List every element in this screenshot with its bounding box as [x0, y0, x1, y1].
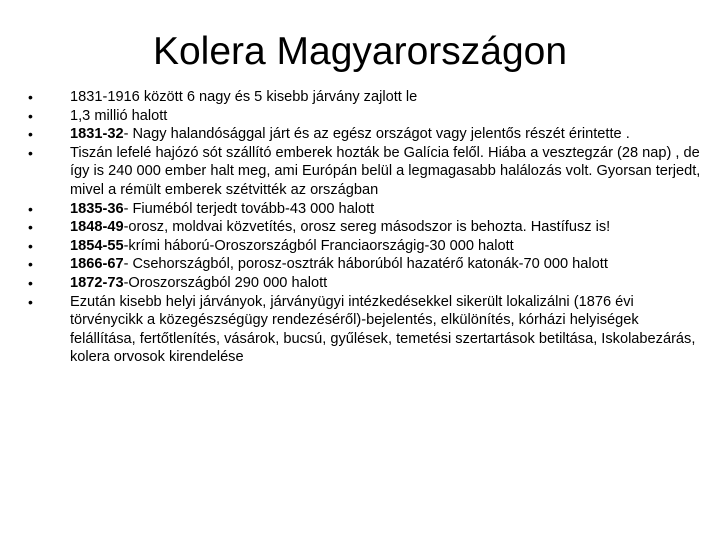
slide-title: Kolera Magyarországon: [152, 30, 568, 73]
bullet-dot-icon: •: [28, 126, 33, 143]
bullet-dot-icon: •: [28, 293, 33, 310]
bullet-body: -krími háború-Oroszországból Franciaországig-30 000 halott: [123, 237, 514, 254]
bullet-item: [28, 293, 708, 367]
bullet-text: [70, 219, 610, 235]
bullet-text: [70, 126, 630, 142]
bullet-body: Ezután kisebb helyi járványok, járványügyi intézkedésekkel sikerült lokalizálni (1876 évi törvénycikk a közegészségügy rendezéséről)-bejelentés, elkülönítés, kórházi helyiségek felállítása, fertőtlenítés, vásárok, bucsú, gyűlések, temetési szertartások betiltása, Iskolabezárás, kolera orvosok kirendelése: [70, 293, 696, 366]
bullet-list: [28, 88, 708, 367]
bullet-text: [70, 145, 700, 198]
bullet-text: [70, 238, 514, 254]
bullet-year-range: 1854-55: [70, 237, 124, 254]
bullet-body: 1831-1916 között 6 nagy és 5 kisebb járvány zajlott le: [70, 89, 418, 105]
bullet-dot-icon: •: [28, 256, 33, 273]
bullet-dot-icon: •: [28, 219, 33, 236]
bullet-year-range: 1835-36: [70, 200, 124, 217]
bullet-year-range: 1866-67: [70, 256, 124, 273]
bullet-body: 1,3 millió halott: [70, 107, 168, 124]
bullet-body: - Fiuméból terjedt tovább-43 000 halott: [123, 200, 375, 217]
bullet-item: [28, 218, 708, 237]
bullet-text: [70, 256, 608, 272]
bullet-text: [70, 275, 327, 291]
bullet-dot-icon: •: [28, 200, 33, 217]
bullet-body: - Csehországból, porosz-osztrák háborúból hazatérő katonák-70 000 halott: [123, 256, 608, 273]
bullet-year-range: 1831-32: [70, 126, 124, 143]
bullet-body: -Oroszországból 290 000 halott: [123, 274, 328, 291]
bullet-dot-icon: •: [28, 274, 33, 291]
bullet-text: [70, 108, 167, 124]
bullet-item: [28, 88, 708, 107]
bullet-text: [70, 294, 695, 366]
bullet-dot-icon: •: [28, 237, 33, 254]
bullet-item: [28, 200, 708, 219]
bullet-item: [28, 107, 708, 126]
bullet-dot-icon: •: [28, 107, 33, 124]
bullet-item: [28, 237, 708, 256]
bullet-body: Tiszán lefelé hajózó sót szállító emberek hozták be Galícia felől. Hiába a vesztegzár (28 nap) , de így is 240 000 ember halt meg, ami Európán belül a legmagasabb halálozás volt. Gyorsan terjedt, mivel a rémült emberek szétvitték az országban: [70, 144, 701, 198]
bullet-dot-icon: •: [28, 89, 33, 105]
bullet-item: [28, 144, 708, 200]
bullet-year-range: 1848-49: [70, 219, 124, 236]
bullet-item: [28, 274, 708, 293]
bullet-body: - Nagy halandósággal járt és az egész országot vagy jelentős részét érintette .: [123, 126, 630, 143]
bullet-year-range: 1872-73: [70, 274, 124, 291]
bullet-text: [70, 89, 417, 105]
bullet-item: [28, 125, 708, 144]
bullet-dot-icon: •: [28, 144, 33, 161]
bullet-item: [28, 255, 708, 274]
bullet-text: [70, 201, 374, 217]
bullet-body: -orosz, moldvai közvetítés, orosz sereg másodszor is behozta. Hastífusz is!: [123, 219, 611, 236]
